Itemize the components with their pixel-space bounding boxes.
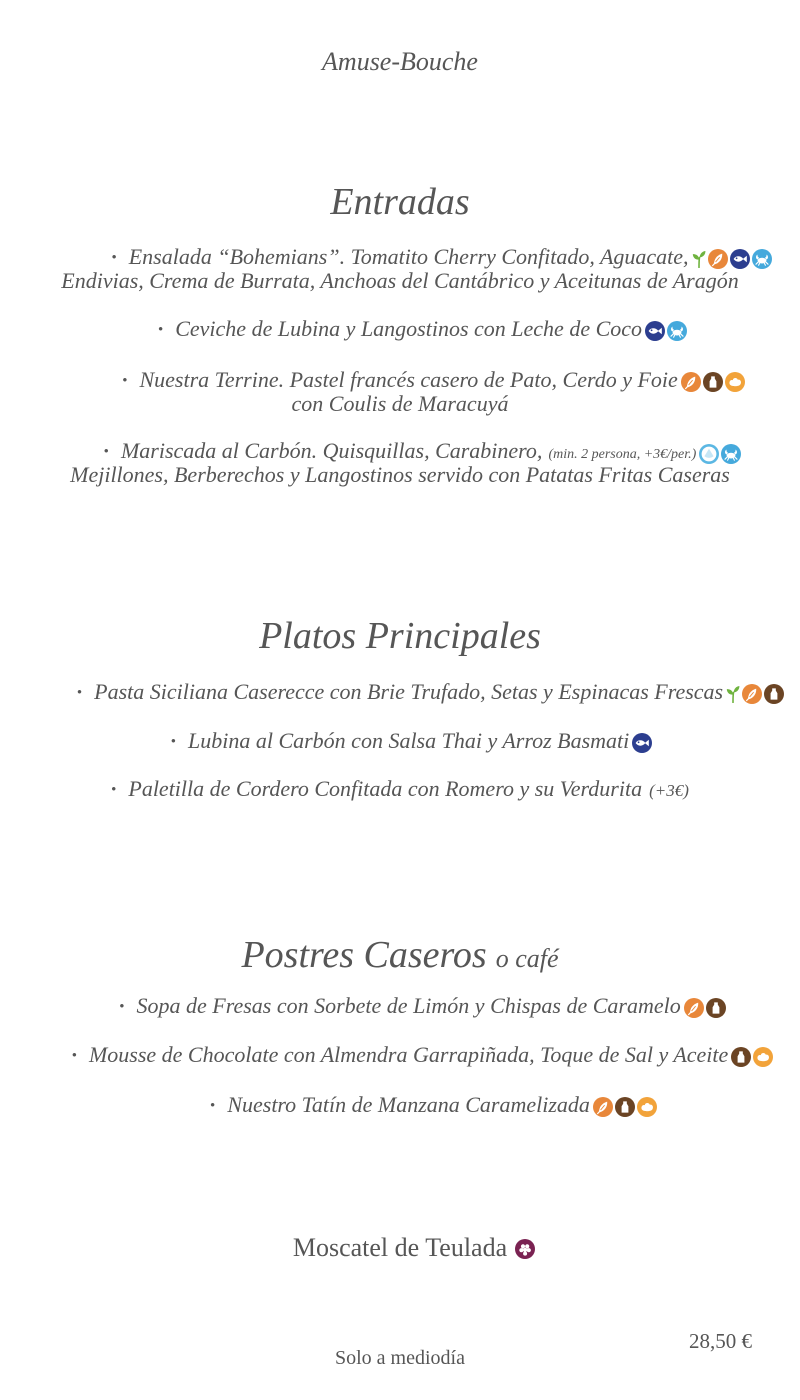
dish-name: Ceviche de Lubina y Langostinos con Leche de Coco <box>175 316 643 341</box>
crustaceans-icon <box>667 321 687 341</box>
fish-icon <box>645 321 665 341</box>
wine-line <box>293 1233 507 1263</box>
allergen-icons <box>629 729 652 757</box>
wine-pairing <box>0 1233 800 1263</box>
gluten-icon <box>681 372 701 392</box>
allergen-icons <box>681 994 726 1022</box>
dish-line <box>77 679 723 708</box>
dish-name: Mariscada al Carbón. Quisquillas, Carabinero, <box>120 438 543 463</box>
wine-label: Moscatel de Teulada <box>292 1233 508 1262</box>
dish-ensalada-bohemians-description: Endivias, Crema de Burrata, Anchoas del Cantábrico y Aceitunas de Aragón <box>61 268 739 293</box>
section-title-postres <box>0 931 800 983</box>
dish-name: Paletilla de Cordero Confitada con Romero y su Verdurita <box>128 776 643 801</box>
dish-name: Lubina al Carbón con Salsa Thai y Arroz Basmati <box>187 728 630 753</box>
dish-paletilla-cordero <box>0 776 800 805</box>
dish-name: Pasta Siciliana Caserecce con Brie Trufado, Setas y Espinacas Frescas <box>94 679 724 704</box>
nuts-icon <box>637 1097 657 1117</box>
mollusc-icon <box>699 444 719 464</box>
dish-line <box>111 776 689 805</box>
dish-line <box>210 1092 590 1121</box>
dish-ceviche <box>0 316 800 345</box>
gluten-icon <box>593 1097 613 1117</box>
menu-price: 28,50 € <box>689 1329 752 1353</box>
dish-name: Sopa de Fresas con Sorbete de Limón y Chispas de Caramelo <box>136 993 681 1018</box>
fish-icon <box>730 249 750 269</box>
dish-pasta-siciliana <box>0 679 800 708</box>
dish-supplement: (+3€) <box>649 781 689 800</box>
nuts-icon <box>753 1047 773 1067</box>
dish-sopa-fresas <box>0 993 800 1022</box>
allergen-icons <box>689 777 692 805</box>
allergen-icons <box>642 317 687 345</box>
dish-name: Nuestra Terrine. Pastel francés casero de Pato, Cerdo y Foie <box>139 367 678 392</box>
vegetarian-icon <box>692 250 706 268</box>
dish-name: Ensalada “Bohemians”. Tomatito Cherry Confitado, Aguacate, <box>128 244 689 269</box>
section-title-platos-principales: Platos Principales <box>259 615 541 657</box>
dish-mousse-chocolate <box>0 1042 800 1071</box>
dish-lubina <box>0 728 800 757</box>
amuse-bouche-title: Amuse-Bouche <box>322 47 478 76</box>
dish-line <box>72 1042 729 1071</box>
section-title-entradas: Entradas <box>330 181 470 223</box>
allergen-icons <box>507 1234 535 1263</box>
dish-terrine-description: con Coulis de Maracuyá <box>291 391 509 416</box>
dish-name: Mousse de Chocolate con Almendra Garrapiñada, Toque de Sal y Aceite <box>88 1042 729 1067</box>
dish-line <box>158 316 642 345</box>
milk-icon <box>706 998 726 1018</box>
dish-line <box>171 728 630 757</box>
crustaceans-icon <box>752 249 772 269</box>
availability-note: Solo a mediodía <box>335 1347 465 1369</box>
allergen-icons <box>728 1043 773 1071</box>
sulfites-icon <box>515 1239 535 1259</box>
dish-note: (min. 2 persona, +3€/per.) <box>548 447 697 462</box>
milk-icon <box>703 372 723 392</box>
fish-icon <box>632 733 652 753</box>
postres-suffix: o café <box>495 944 559 973</box>
postres-title: Postres Caseros <box>241 934 487 976</box>
milk-icon <box>615 1097 635 1117</box>
dish-line <box>119 993 681 1022</box>
allergen-icons <box>590 1093 657 1121</box>
vegetarian-icon <box>726 685 740 703</box>
gluten-icon <box>742 684 762 704</box>
gluten-icon <box>708 249 728 269</box>
nuts-icon <box>725 372 745 392</box>
milk-icon <box>764 684 784 704</box>
dish-name: Nuestro Tatín de Manzana Caramelizada <box>227 1092 590 1117</box>
dish-tatin-manzana <box>0 1092 800 1121</box>
crustaceans-icon <box>721 444 741 464</box>
allergen-icons <box>723 680 784 708</box>
dish-mariscada-description: Mejillones, Berberechos y Langostinos servido con Patatas Fritas Caseras <box>70 462 730 487</box>
milk-icon <box>731 1047 751 1067</box>
gluten-icon <box>684 998 704 1018</box>
